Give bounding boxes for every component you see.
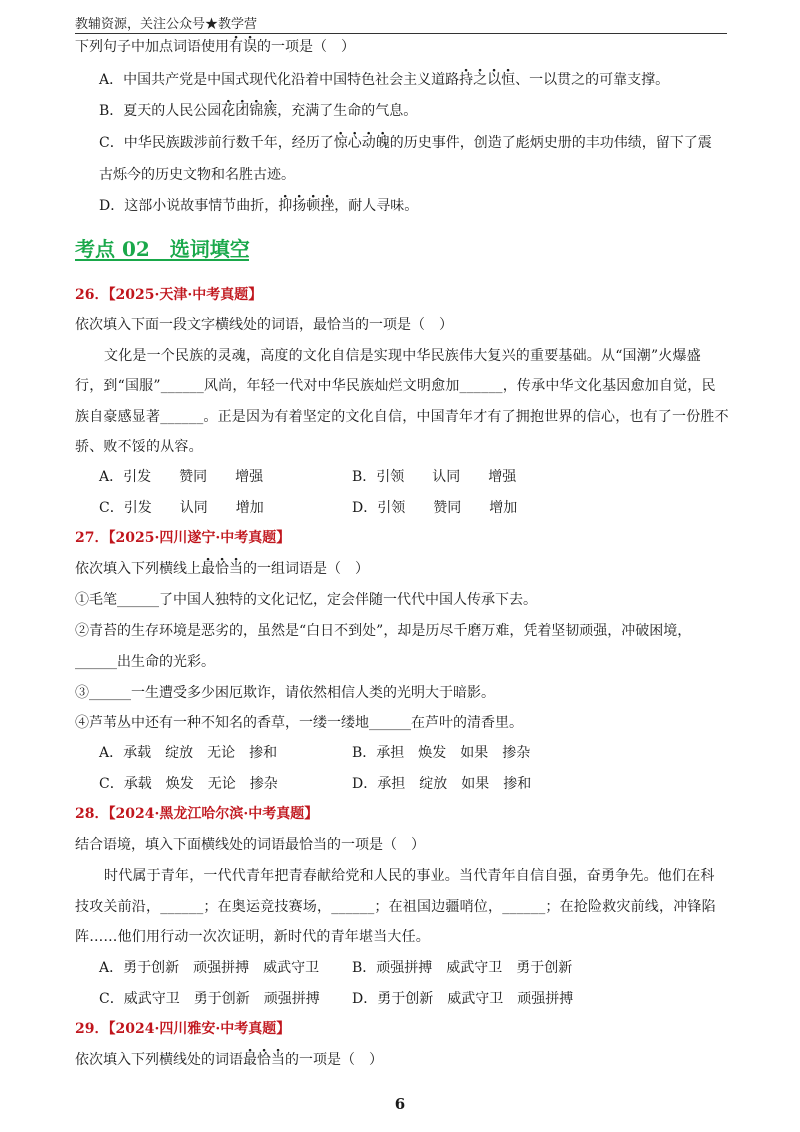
- page-header: 教辅资源，关注公众号★教学营: [75, 17, 258, 32]
- header-divider: [75, 33, 727, 34]
- q-prev-option-d: D．这部小说故事情节曲折，抑扬顿挫，耐人寻味。: [99, 198, 419, 214]
- q-prev-option-c: C．中华民族跋涉前行数千年，经历了惊心动魄的历史事件，创造了彪炳史册的丰功伟绩，留下了震: [99, 135, 712, 151]
- q27-sentence-2: ②青苔的生存环境是恶劣的，虽然是“白日不到处”，却是历尽千磨万难，凭着坚韧顽强，冲破困境，: [75, 623, 692, 639]
- section-title: 考点 02 选词填空: [75, 237, 250, 261]
- q27-option-d: D．承担 绽放 如果 掺和: [352, 776, 532, 792]
- dotted-word: 有误: [229, 39, 257, 55]
- q26-option-c: C．引发 认同 增加: [99, 500, 264, 516]
- q27-stem: 依次填入下列横线上最恰当的一组词语是（ ）: [75, 561, 369, 577]
- q26-option-b: B．引领 认同 增强: [352, 469, 517, 485]
- q27-option-a: A．承载 绽放 无论 掺和: [99, 745, 278, 761]
- q26-heading: 26．【2025·天津·中考真题】: [75, 287, 263, 303]
- section-underline: [75, 259, 249, 261]
- q28-option-b: B．顽强拼搏 威武守卫 勇于创新: [352, 960, 573, 976]
- q26-passage-4: 骄、败不馁的从容。: [75, 439, 203, 455]
- dotted-word: 最恰当: [243, 1052, 285, 1068]
- q29-heading: 29．【2024·四川雅安·中考真题】: [75, 1021, 291, 1037]
- q27-sentence-1: ①毛笔______了中国人独特的文化记忆，定会伴随一代代中国人传承下去。: [75, 592, 537, 608]
- q28-option-d: D．勇于创新 威武守卫 顽强拼搏: [352, 991, 574, 1007]
- q28-option-c: C．威武守卫 勇于创新 顽强拼搏: [99, 991, 320, 1007]
- q26-passage-1: 文化是一个民族的灵魂，高度的文化自信是实现中华民族伟大复兴的重要基础。从“国潮”火爆盛: [104, 348, 701, 364]
- q-prev-option-c-cont: 古烁今的历史文物和名胜古迹。: [99, 167, 295, 183]
- q26-option-d: D．引领 赞同 增加: [352, 500, 518, 516]
- q28-heading: 28．【2024·黑龙江哈尔滨·中考真题】: [75, 806, 319, 822]
- q27-option-b: B．承担 焕发 如果 掺杂: [352, 745, 531, 761]
- q28-passage-2: 技攻关前沿，______；在奥运竞技赛场，______；在祖国边疆哨位，______；在抢险救灾前线，冲锋陷: [75, 899, 716, 915]
- page-number: 6: [394, 1095, 406, 1113]
- q28-passage-1: 时代属于青年，一代代青年把青春献给党和人民的事业。当代青年自信自强，奋勇争先。他们在科: [104, 868, 715, 884]
- q27-option-c: C．承载 焕发 无论 掺杂: [99, 776, 278, 792]
- q-prev-option-b: B．夏天的人民公园花团锦簇，充满了生命的气息。: [99, 103, 418, 119]
- dotted-word: 持之以恒: [459, 72, 516, 88]
- q28-passage-3: 阵……他们用行动一次次证明，新时代的青年堪当大任。: [75, 929, 430, 945]
- dotted-word: 最恰当: [201, 561, 243, 577]
- dotted-word: 惊心动魄: [333, 135, 390, 151]
- q28-option-a: A．勇于创新 顽强拼搏 威武守卫: [99, 960, 320, 976]
- dotted-word: 抑扬顿挫: [278, 198, 335, 214]
- q27-sentence-2-cont: ______出生命的光彩。: [75, 654, 215, 670]
- q27-heading: 27．【2025·四川遂宁·中考真题】: [75, 530, 291, 546]
- q27-sentence-3: ③______一生遭受多少困厄欺诈，请依然相信人类的光明大于暗影。: [75, 685, 495, 701]
- q-prev-stem: 下列句子中加点词语使用有误的一项是（ ）: [75, 39, 355, 55]
- q28-stem: 结合语境，填入下面横线处的词语最恰当的一项是（ ）: [75, 837, 425, 853]
- q26-stem: 依次填入下面一段文字横线处的词语，最恰当的一项是（ ）: [75, 317, 453, 333]
- q27-sentence-4: ④芦苇丛中还有一种不知名的香草，一缕一缕地______在芦叶的清香里。: [75, 715, 523, 731]
- dotted-word: 花团锦簇: [221, 103, 278, 119]
- q26-passage-2: 行，到“国服”______风尚，年轻一代对中华民族灿烂文明愈加______，传承中华文化基因愈加自觉，民: [75, 378, 716, 394]
- q26-option-a: A．引发 赞同 增强: [99, 469, 264, 485]
- q-prev-option-a: A．中国共产党是中国式现代化沿着中国特色社会主义道路持之以恒、一以贯之的可靠支撑。: [99, 72, 670, 88]
- q26-passage-3: 族自豪感显著______。正是因为有着坚定的文化自信，中国青年才有了拥抱世界的信心，也有了一份胜不: [75, 409, 729, 425]
- q29-stem: 依次填入下列横线处的词语最恰当的一项是（ ）: [75, 1052, 383, 1068]
